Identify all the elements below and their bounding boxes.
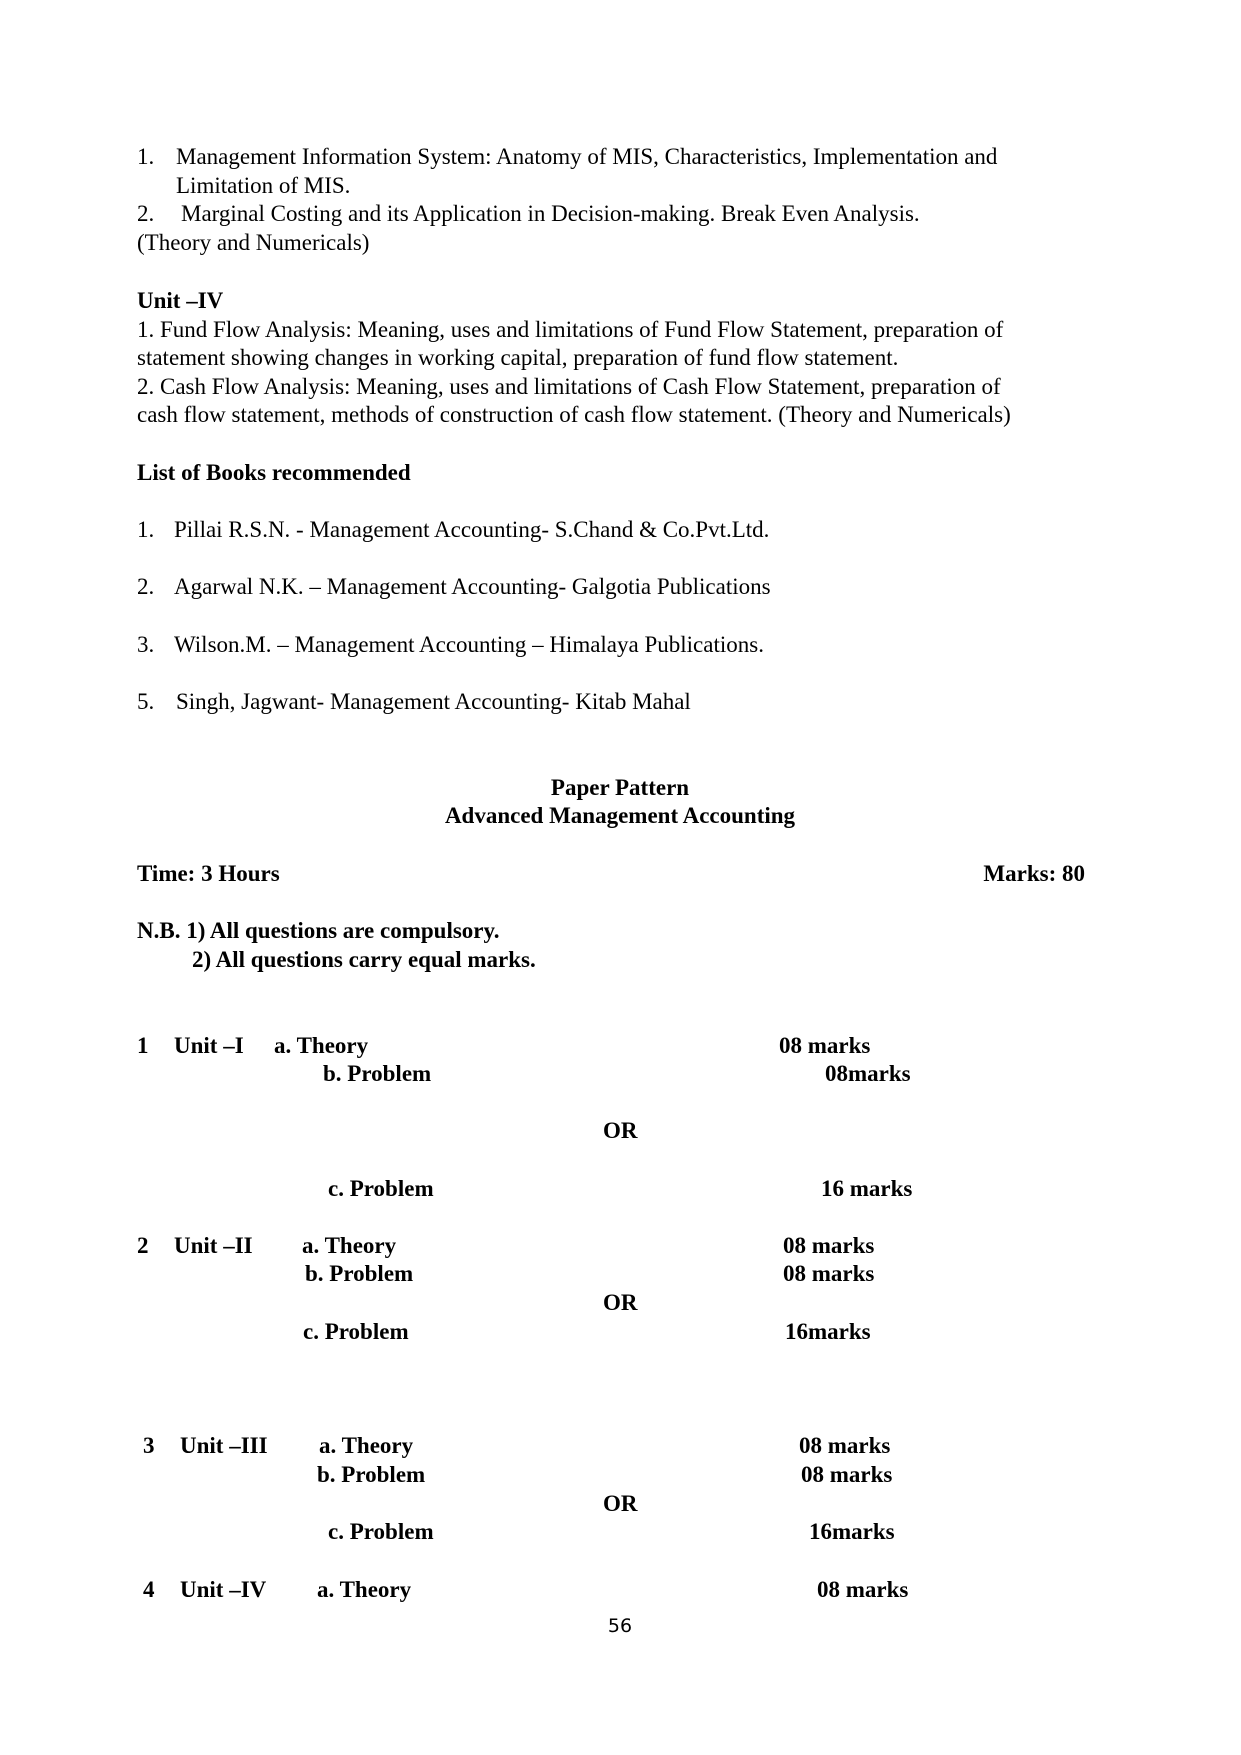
q3-c-marks: 16marks <box>809 1519 895 1544</box>
q3-b-marks: 08 marks <box>801 1462 893 1487</box>
q2-a-marks: 08 marks <box>783 1233 875 1258</box>
nb-note-1: N.B. 1) All questions are compulsory. <box>137 918 500 943</box>
q1-c-marks: 16 marks <box>821 1176 913 1201</box>
q3-or: OR <box>603 1491 638 1516</box>
q3-a-marks: 08 marks <box>799 1433 891 1458</box>
time-label: Time: 3 Hours <box>137 861 280 886</box>
q3-b-label: b. Problem <box>317 1462 426 1487</box>
book-2-number: 2. <box>137 574 155 599</box>
q2-c-label: c. Problem <box>303 1319 409 1344</box>
q1-c-label: c. Problem <box>328 1176 434 1201</box>
book-4-number: 5. <box>137 689 155 714</box>
book-3-text: Wilson.M. – Management Accounting – Himalaya Publications. <box>174 632 764 657</box>
books-heading: List of Books recommended <box>137 460 411 485</box>
nb-note-2: 2) All questions carry equal marks. <box>192 947 536 972</box>
unit-iv-item1-line2: statement showing changes in working capital, preparation of fund flow statement. <box>137 345 899 370</box>
q1-b-marks: 08marks <box>825 1061 911 1086</box>
unit-iv-item2-line1: 2. Cash Flow Analysis: Meaning, uses and limitations of Cash Flow Statement, preparation of <box>137 374 1001 399</box>
q4-unit: Unit –IV <box>180 1577 267 1602</box>
q1-a-label: a. Theory <box>274 1033 369 1058</box>
q3-unit: Unit –III <box>180 1433 268 1458</box>
item-2-number: 2. <box>137 201 155 226</box>
unit-iv-item1-line1: 1. Fund Flow Analysis: Meaning, uses and limitations of Fund Flow Statement, preparation of <box>137 317 1004 342</box>
q2-a-label: a. Theory <box>302 1233 397 1258</box>
item-2-line1: Marginal Costing and its Application in Decision-making. Break Even Analysis. <box>181 201 920 226</box>
q2-c-marks: 16marks <box>785 1319 871 1344</box>
book-1-text: Pillai R.S.N. - Management Accounting- S.Chand & Co.Pvt.Ltd. <box>174 517 770 542</box>
paper-pattern-subtitle: Advanced Management Accounting <box>444 803 796 828</box>
book-4-text: Singh, Jagwant- Management Accounting- Kitab Mahal <box>176 689 691 714</box>
q4-number: 4 <box>143 1577 155 1602</box>
page-number: 56 <box>607 1615 633 1637</box>
q2-number: 2 <box>137 1233 149 1258</box>
book-2-text: Agarwal N.K. – Management Accounting- Galgotia Publications <box>174 574 771 599</box>
theory-numericals-note: (Theory and Numericals) <box>137 230 370 255</box>
q2-b-marks: 08 marks <box>783 1261 875 1286</box>
q3-a-label: a. Theory <box>319 1433 414 1458</box>
q4-a-label: a. Theory <box>317 1577 412 1602</box>
q1-unit: Unit –I <box>174 1033 244 1058</box>
q1-a-marks: 08 marks <box>779 1033 871 1058</box>
item-1-line1: Management Information System: Anatomy of MIS, Characteristics, Implementation and <box>176 144 998 169</box>
item-1-number: 1. <box>137 144 155 169</box>
q4-a-marks: 08 marks <box>817 1577 909 1602</box>
q1-or: OR <box>603 1118 638 1143</box>
q2-unit: Unit –II <box>174 1233 253 1258</box>
unit-iv-item2-line2: cash flow statement, methods of construction of cash flow statement. (Theory and Numericals) <box>137 402 1011 427</box>
q2-b-label: b. Problem <box>305 1261 414 1286</box>
item-1-line2: Limitation of MIS. <box>176 173 351 198</box>
book-1-number: 1. <box>137 517 155 542</box>
q3-c-label: c. Problem <box>328 1519 434 1544</box>
total-marks-label: Marks: 80 <box>983 861 1085 886</box>
paper-pattern-title: Paper Pattern <box>550 775 690 800</box>
q3-number: 3 <box>143 1433 155 1458</box>
unit-iv-heading: Unit –IV <box>137 288 224 313</box>
q1-b-label: b. Problem <box>323 1061 432 1086</box>
q2-or: OR <box>603 1290 638 1315</box>
q1-number: 1 <box>137 1033 149 1058</box>
book-3-number: 3. <box>137 632 155 657</box>
